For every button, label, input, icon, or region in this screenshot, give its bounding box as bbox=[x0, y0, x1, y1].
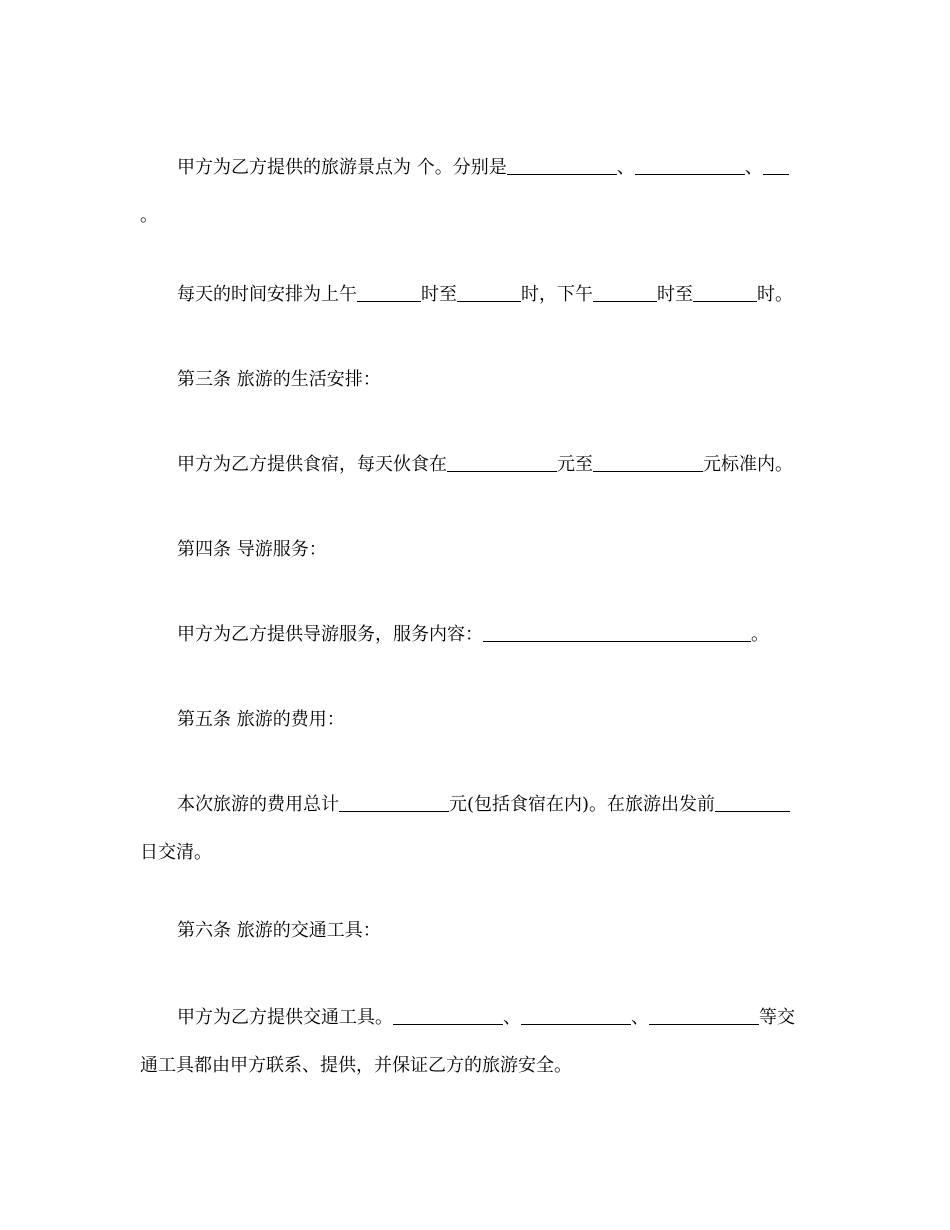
blank-field[interactable] bbox=[393, 1006, 503, 1025]
paragraph-attractions: 甲方为乙方提供的旅游景点为 个。分别是 、 、 。 bbox=[140, 144, 812, 240]
paragraph-meals: 甲方为乙方提供食宿，每天伙食在 元至 元标准内。 bbox=[177, 454, 793, 475]
blank-field[interactable] bbox=[447, 453, 557, 472]
blank-field[interactable] bbox=[521, 1006, 631, 1025]
blank-field[interactable] bbox=[593, 283, 657, 302]
paragraph-schedule: 每天的时间安排为上午 时至 时，下午 时至 时。 bbox=[177, 284, 793, 305]
heading-article-6: 第六条 旅游的交通工具： bbox=[177, 920, 381, 941]
blank-field[interactable] bbox=[635, 156, 745, 175]
blank-field[interactable] bbox=[357, 283, 421, 302]
blank-field[interactable] bbox=[715, 793, 790, 812]
blank-field[interactable] bbox=[593, 453, 703, 472]
blank-field[interactable] bbox=[693, 283, 757, 302]
blank-field[interactable] bbox=[457, 283, 521, 302]
blank-field[interactable] bbox=[507, 156, 617, 175]
heading-article-3: 第三条 旅游的生活安排： bbox=[177, 369, 381, 390]
heading-article-4: 第四条 导游服务： bbox=[177, 539, 327, 560]
paragraph-transport: 甲方为乙方提供交通工具。 、 、 等交 通工具都由甲方联系、提供，并保证乙方的旅游安全。 bbox=[140, 1007, 795, 1076]
paragraph-guide-service: 甲方为乙方提供导游服务，服务内容： 。 bbox=[177, 624, 769, 645]
blank-field[interactable] bbox=[649, 1006, 759, 1025]
blank-field[interactable] bbox=[339, 793, 449, 812]
paragraph-fees: 本次旅游的费用总计 元(包括食宿在内)。在旅游出发前 日交清。 bbox=[140, 781, 812, 877]
blank-field[interactable] bbox=[483, 623, 751, 642]
blank-field[interactable] bbox=[763, 156, 789, 175]
heading-article-5: 第五条 旅游的费用： bbox=[177, 709, 345, 730]
